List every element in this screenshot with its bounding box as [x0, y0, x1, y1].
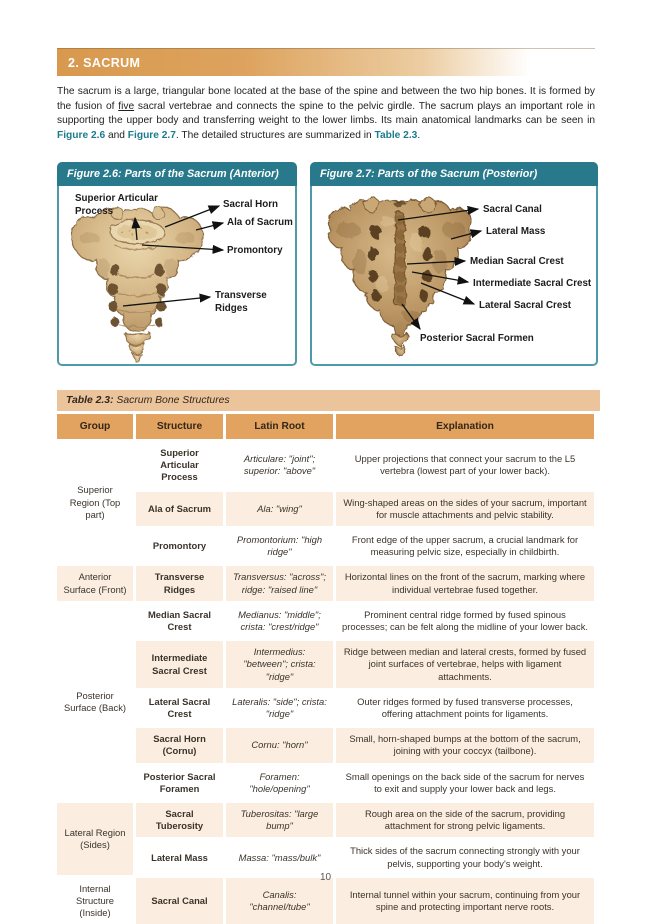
label-lateral-sacral-crest: Lateral Sacral Crest	[479, 300, 572, 311]
structure-cell: Intermediate Sacral Crest	[136, 641, 223, 688]
latin-cell: Promontorium: "high ridge"	[226, 529, 333, 563]
explanation-cell: Prominent central ridge formed by fused spinous processes; can be felt along the midline of your lower back.	[336, 604, 594, 638]
label-median-sacral-crest: Median Sacral Crest	[470, 256, 564, 267]
table-row	[57, 766, 594, 800]
figures-row	[57, 162, 598, 366]
explanation-cell: Small openings on the back side of the sacrum for nerves to exit and supply your lower back and legs.	[336, 766, 594, 800]
latin-cell: Foramen: "hole/opening"	[226, 766, 333, 800]
label-intermediate-sacral-crest: Intermediate Sacral Crest	[473, 278, 592, 289]
explanation-cell: Horizontal lines on the front of the sacrum, marking where individual vertebrae fused together.	[336, 566, 594, 600]
table-row	[57, 728, 594, 762]
figure-2-7-link[interactable]: Figure 2.7	[127, 129, 176, 141]
structure-cell: Ala of Sacrum	[136, 492, 223, 526]
figure-2-7-title: Figure 2.7: Parts of the Sacrum (Posterior)	[310, 162, 598, 186]
explanation-cell: Front edge of the upper sacrum, a crucial landmark for measuring pelvic size, especially in childbirth.	[336, 529, 594, 563]
latin-cell: Canalis: "channel/tube"	[226, 878, 333, 924]
latin-cell: Lateralis: "side"; crista: "ridge"	[226, 691, 333, 725]
table-caption	[57, 390, 600, 411]
intro-text: .	[417, 129, 421, 141]
latin-cell: Tuberositas: "large bump"	[226, 803, 333, 837]
page-number: 10	[319, 872, 332, 883]
table-row	[57, 566, 594, 600]
figure-2-7-body	[310, 186, 598, 366]
latin-cell: Intermedius: "between"; crista: "ridge"	[226, 641, 333, 688]
table-row	[57, 442, 594, 489]
figure-2-6-link[interactable]: Figure 2.6	[57, 129, 106, 141]
latin-cell: Ala: "wing"	[226, 492, 333, 526]
table-row	[57, 691, 594, 725]
explanation-cell: Internal tunnel within your sacrum, continuing from your spine and protecting important nerve roots.	[336, 878, 594, 924]
figure-2-6	[57, 162, 297, 366]
group-cell: Internal Structure (Inside)	[57, 878, 133, 924]
intro-paragraph	[57, 85, 595, 143]
structure-cell: Sacral Horn (Cornu)	[136, 728, 223, 762]
label-ala-of-sacrum: Ala of Sacrum	[227, 217, 293, 228]
structure-cell: Sacral Tuberosity	[136, 803, 223, 837]
label-posterior-sacral-formen: Posterior Sacral Formen	[420, 333, 534, 344]
structure-cell: Superior Articular Process	[136, 442, 223, 489]
group-cell: Anterior Surface (Front)	[57, 566, 133, 600]
structure-cell: Promontory	[136, 529, 223, 563]
explanation-cell: Small, horn-shaped bumps at the bottom of the sacrum, joining with your coccyx (tailbone).	[336, 728, 594, 762]
intro-text: sacral vertebrae and connects the spine to the pelvic girdle. The sacrum plays an important role in supporting the upper body and transferring weight to the lower limbs. Its main anatomical landmarks can be seen in	[57, 100, 595, 127]
section-header	[57, 48, 595, 76]
table-2-3-link[interactable]: Table 2.3	[374, 129, 418, 141]
group-cell: Superior Region (Top part)	[57, 442, 133, 563]
intro-text: The sacrum is a large, triangular bone located at the base of the spine and between the two hip bones. It is formed by the fusion of	[57, 86, 595, 112]
explanation-cell: Upper projections that connect your sacrum to the L5 vertebra (lowest part of your lower back).	[336, 442, 594, 489]
column-header-explanation: Explanation	[336, 414, 594, 439]
label-lateral-mass: Lateral Mass	[486, 226, 546, 237]
table-header-row	[57, 414, 594, 439]
explanation-cell: Thick sides of the sacrum connecting strongly with your pelvis, supporting your body's weight.	[336, 840, 594, 874]
latin-cell: Transversus: "across"; ridge: "raised line"	[226, 566, 333, 600]
anterior-bone	[71, 207, 202, 362]
explanation-cell: Ridge between median and lateral crests, formed by fused joint surfaces of vertebrae, helps with ligament attachments.	[336, 641, 594, 688]
label-sacral-canal: Sacral Canal	[483, 204, 542, 215]
table-row	[57, 529, 594, 563]
section-title: 2. SACRUM	[68, 56, 141, 70]
figure-2-6-body	[57, 186, 297, 366]
label-transverse-ridges: Transverse Ridges	[215, 290, 267, 314]
table-row	[57, 803, 594, 837]
table-row	[57, 604, 594, 638]
table-row	[57, 840, 594, 874]
latin-cell: Medianus: "middle"; crista: "crest/ridge"	[226, 604, 333, 638]
latin-cell: Massa: "mass/bulk"	[226, 840, 333, 874]
column-header-structure: Structure	[136, 414, 223, 439]
table-row	[57, 878, 594, 924]
label-promontory: Promontory	[227, 245, 283, 256]
structure-cell: Posterior Sacral Foramen	[136, 766, 223, 800]
table-caption-title: Sacrum Bone Structures	[113, 395, 230, 406]
intro-text: . The detailed structures are summarized in	[175, 129, 375, 141]
explanation-cell: Rough area on the side of the sacrum, providing attachment for strong pelvic ligaments.	[336, 803, 594, 837]
table-caption-label: Table 2.3:	[66, 395, 114, 406]
column-header-group: Group	[57, 414, 133, 439]
structure-cell: Lateral Mass	[136, 840, 223, 874]
explanation-cell: Wing-shaped areas on the sides of your sacrum, important for muscle attachments and pelvic stability.	[336, 492, 594, 526]
group-cell: Lateral Region (Sides)	[57, 803, 133, 875]
group-cell: Posterior Surface (Back)	[57, 604, 133, 800]
structure-cell: Median Sacral Crest	[136, 604, 223, 638]
label-superior-articular-process: Superior Articular Process	[75, 193, 158, 217]
table-row	[57, 492, 594, 526]
column-header-latin-root: Latin Root	[226, 414, 333, 439]
structure-cell: Transverse Ridges	[136, 566, 223, 600]
underlined-word: five	[118, 100, 135, 112]
figure-2-7	[310, 162, 598, 366]
label-sacral-horn: Sacral Horn	[223, 199, 278, 210]
figure-2-6-title: Figure 2.6: Parts of the Sacrum (Anterior)	[57, 162, 297, 186]
intro-text: and	[105, 129, 128, 141]
table-row	[57, 641, 594, 688]
structure-cell: Lateral Sacral Crest	[136, 691, 223, 725]
explanation-cell: Outer ridges formed by fused transverse processes, offering attachment points for ligaments.	[336, 691, 594, 725]
latin-cell: Cornu: "horn"	[226, 728, 333, 762]
sacrum-structures-table	[54, 411, 597, 924]
table-2-3	[57, 390, 600, 924]
latin-cell: Articulare: "joint"; superior: "above"	[226, 442, 333, 489]
structure-cell: Sacral Canal	[136, 878, 223, 924]
